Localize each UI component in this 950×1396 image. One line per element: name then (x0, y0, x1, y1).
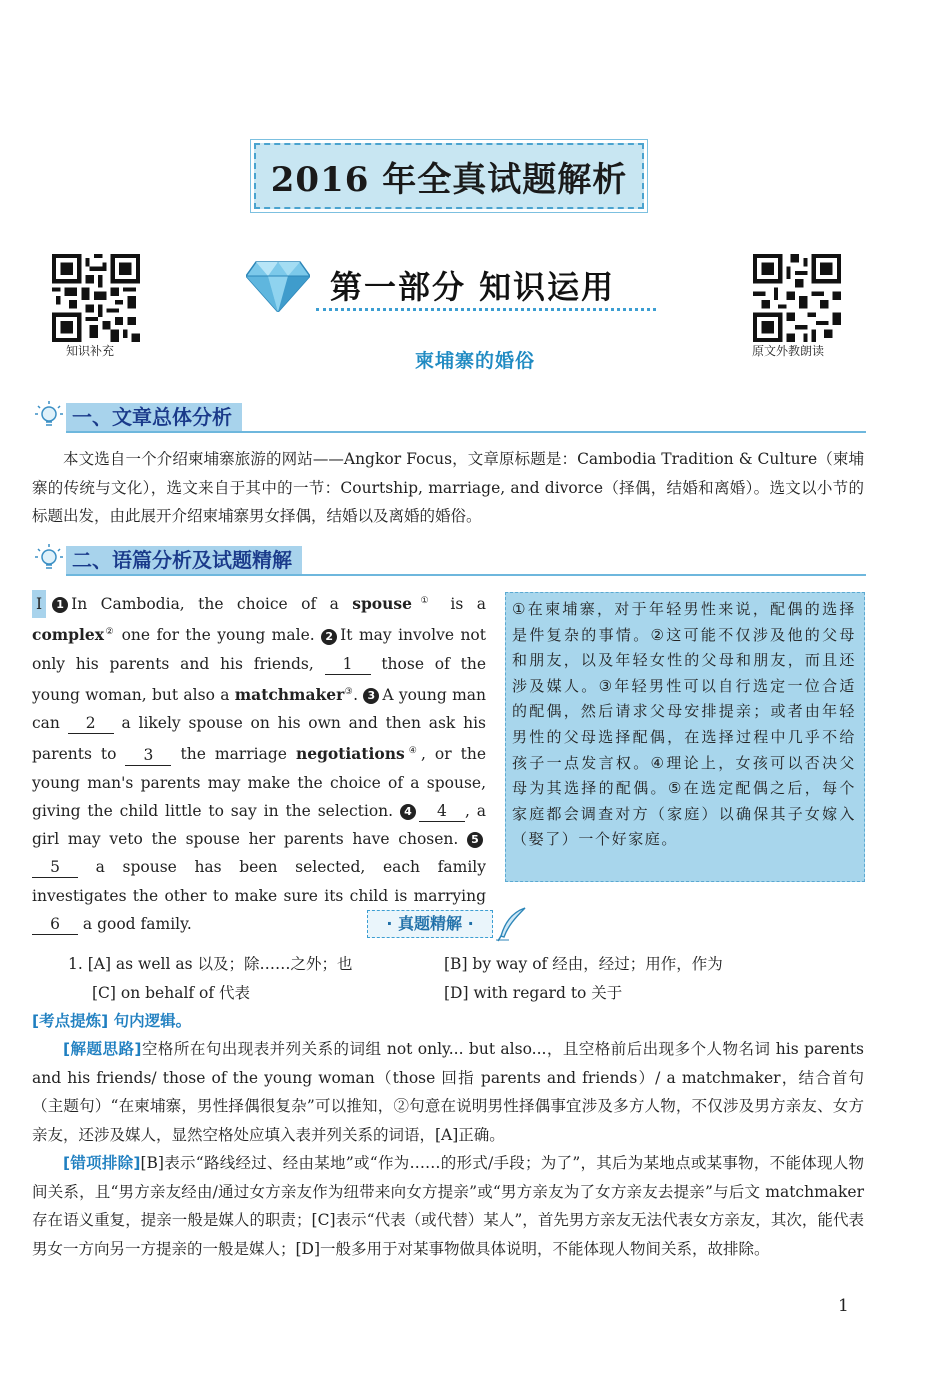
sentence-number: 5 (467, 832, 483, 848)
option-d[interactable]: [D] with regard to 关于 (444, 983, 623, 1002)
qr-caption-knowledge: 知识补充 (66, 344, 115, 358)
sentence-number: 1 (52, 597, 68, 613)
analysis-text: [B]表示“路线经过、经由某地”或“作为……的形式/手段；为了”，其后为某地点或某事物，不能体现人物间关系，且“男方亲友经由/通过女方亲友作为纽带来向女方提亲”或“男方亲友为了女方亲友去提亲”与后文 matchmaker 存在语义重复，提亲一般是媒人的职责；[C]表示“代表（或代替）某人”，首先男方亲友无法代表女方亲友，其次，能代表男女一方向另一方提亲的一般是媒人；[D]一般多用于对某事物做具体说明，不能体现人物间关系，故排除。 (32, 1154, 864, 1258)
translation-panel: ①在柬埔寨，对于年轻男性来说，配偶的选择是件复杂的事情。②这可能不仅涉及他的父母和朋友，以及年轻女性的父母和朋友，而且还涉及媒人。③年轻男性可以自行选定一位合适的配偶，然后请求父母安排提亲；或者由年轻男性的父母选择配偶，在选择过程中几乎不给孩子一点发言权。④理论上，女孩可以否决父母为其选择的配偶。⑤在选定配偶之后，每个家庭都会调查对方（家庭）以确保其子女嫁入（娶了）一个好家庭。 (505, 592, 865, 882)
answer-blank[interactable]: 1 (325, 654, 371, 675)
section-heading-overview (34, 400, 866, 434)
vocab-note: ② (104, 627, 116, 638)
passage-text: a good family. (78, 914, 192, 933)
vocab-word: negotiations (295, 744, 405, 764)
vocab-word: spouse (352, 594, 412, 614)
passage-text: It may involve not only his parents and his friends, (32, 626, 486, 673)
section-label: 二、语篇分析及试题精解 (66, 546, 302, 574)
section-heading-analysis (34, 543, 866, 577)
section-rule (66, 574, 866, 576)
part-title: 第一部分 知识运用 (330, 268, 616, 306)
english-passage (32, 587, 486, 938)
passage-text: a likely spouse on his own and then ask his parents to (32, 714, 486, 764)
qr-code-icon[interactable] (753, 254, 841, 342)
passage-text: a spouse has been selected, each family investigates the other to make sure its child is marrying (32, 858, 486, 905)
exam-analysis-heading (367, 906, 537, 942)
vocab-word: complex (32, 625, 105, 645)
exam-analysis-label: · 真题精解 · (367, 910, 493, 938)
lightbulb-icon (34, 543, 64, 577)
passage-text: one for the young male. (115, 626, 322, 645)
qr-code-icon[interactable] (52, 254, 140, 342)
overview-paragraph: 本文选自一个介绍柬埔寨旅游的网站——Angkor Focus，文章原标题是：Cambodia Tradition & Culture（柬埔寨的传统与文化），选文来自于其中的一节：Courtship, marriage, and divorce（择偶，结婚和离婚）。选文以小节的标题出发，由此展开介绍柬埔寨男女择偶，结婚以及离婚的婚俗。 (32, 450, 864, 525)
passage-text: the marriage (171, 745, 296, 764)
passage-text: is a (437, 595, 486, 614)
passage-text: , or the young man's parents may make the choice of a spouse, giving the child little to say in the selection. (32, 745, 486, 821)
analysis-key-point (32, 1007, 864, 1036)
analysis-text: 空格所在句出现表并列关系的词组 not only... but also...，且空格前后出现多个人物名词 his parents and his friends/ those of the young woman（those 回指 parents and friends）/ a matchmaker，结合首句（主题句）“在柬埔寨，男性择偶很复杂”可以推知，②句意在说明男性择偶事宜涉及多方人物，不仅涉及男方亲友、女方亲友，还涉及媒人，显然空格处应填入表并列关系的词语，[A]正确。 (32, 1040, 864, 1144)
passage-text: . (353, 686, 364, 705)
section-rule (66, 431, 866, 433)
analysis-tag: [考点提炼] (32, 1012, 109, 1030)
analysis-text: 句内逻辑。 (108, 1012, 192, 1030)
option-c[interactable]: [C] on behalf of 代表 (92, 983, 251, 1002)
article-subtitle: 柬埔寨的婚俗 (414, 350, 535, 372)
options-right (444, 950, 723, 1007)
passage-text: In Cambodia, the choice of a (71, 595, 353, 614)
part-heading (246, 258, 656, 318)
vocab-note: ④ (404, 746, 421, 757)
page-number: 1 (838, 1296, 849, 1316)
diamond-gem-icon (246, 260, 310, 312)
option-b[interactable]: [B] by way of 经由，经过；用作，作为 (444, 955, 723, 973)
vocab-note: ① (412, 596, 438, 606)
analysis-tag: [错项排除] (63, 1154, 141, 1172)
analysis-elimination (32, 1149, 864, 1263)
section-label: 一、文章总体分析 (66, 403, 242, 431)
options-left (68, 950, 352, 1007)
passage-text: , a girl may veto the spouse her parents have chosen. (32, 802, 486, 849)
answer-blank[interactable]: 3 (125, 745, 171, 766)
passage-text: those of the young woman, but also a (32, 654, 486, 705)
sentence-number: 3 (363, 688, 379, 704)
sentence-number: 2 (321, 629, 337, 645)
qr-caption-reading: 原文外教朗读 (752, 344, 825, 358)
sentence-number: 4 (400, 804, 416, 820)
analysis-tag: [解题思路] (63, 1040, 142, 1058)
answer-blank[interactable]: 4 (419, 801, 465, 822)
quill-pen-icon (495, 906, 529, 942)
paragraph-number: Ⅰ (32, 590, 46, 618)
option-a[interactable]: 1. [A] as well as 以及；除……之外；也 (68, 955, 353, 973)
answer-blank[interactable]: 5 (32, 857, 78, 878)
answer-blank[interactable]: 2 (68, 713, 114, 734)
part-title-underline (316, 308, 656, 311)
answer-blank[interactable]: 6 (32, 914, 78, 935)
vocab-note: ③ (344, 686, 354, 697)
passage-text: A young man can (32, 686, 487, 733)
vocab-word: matchmaker (234, 685, 345, 705)
lightbulb-icon (34, 400, 64, 434)
page-banner: 2016 年全真试题解析 (254, 143, 644, 209)
analysis-approach (32, 1035, 864, 1149)
